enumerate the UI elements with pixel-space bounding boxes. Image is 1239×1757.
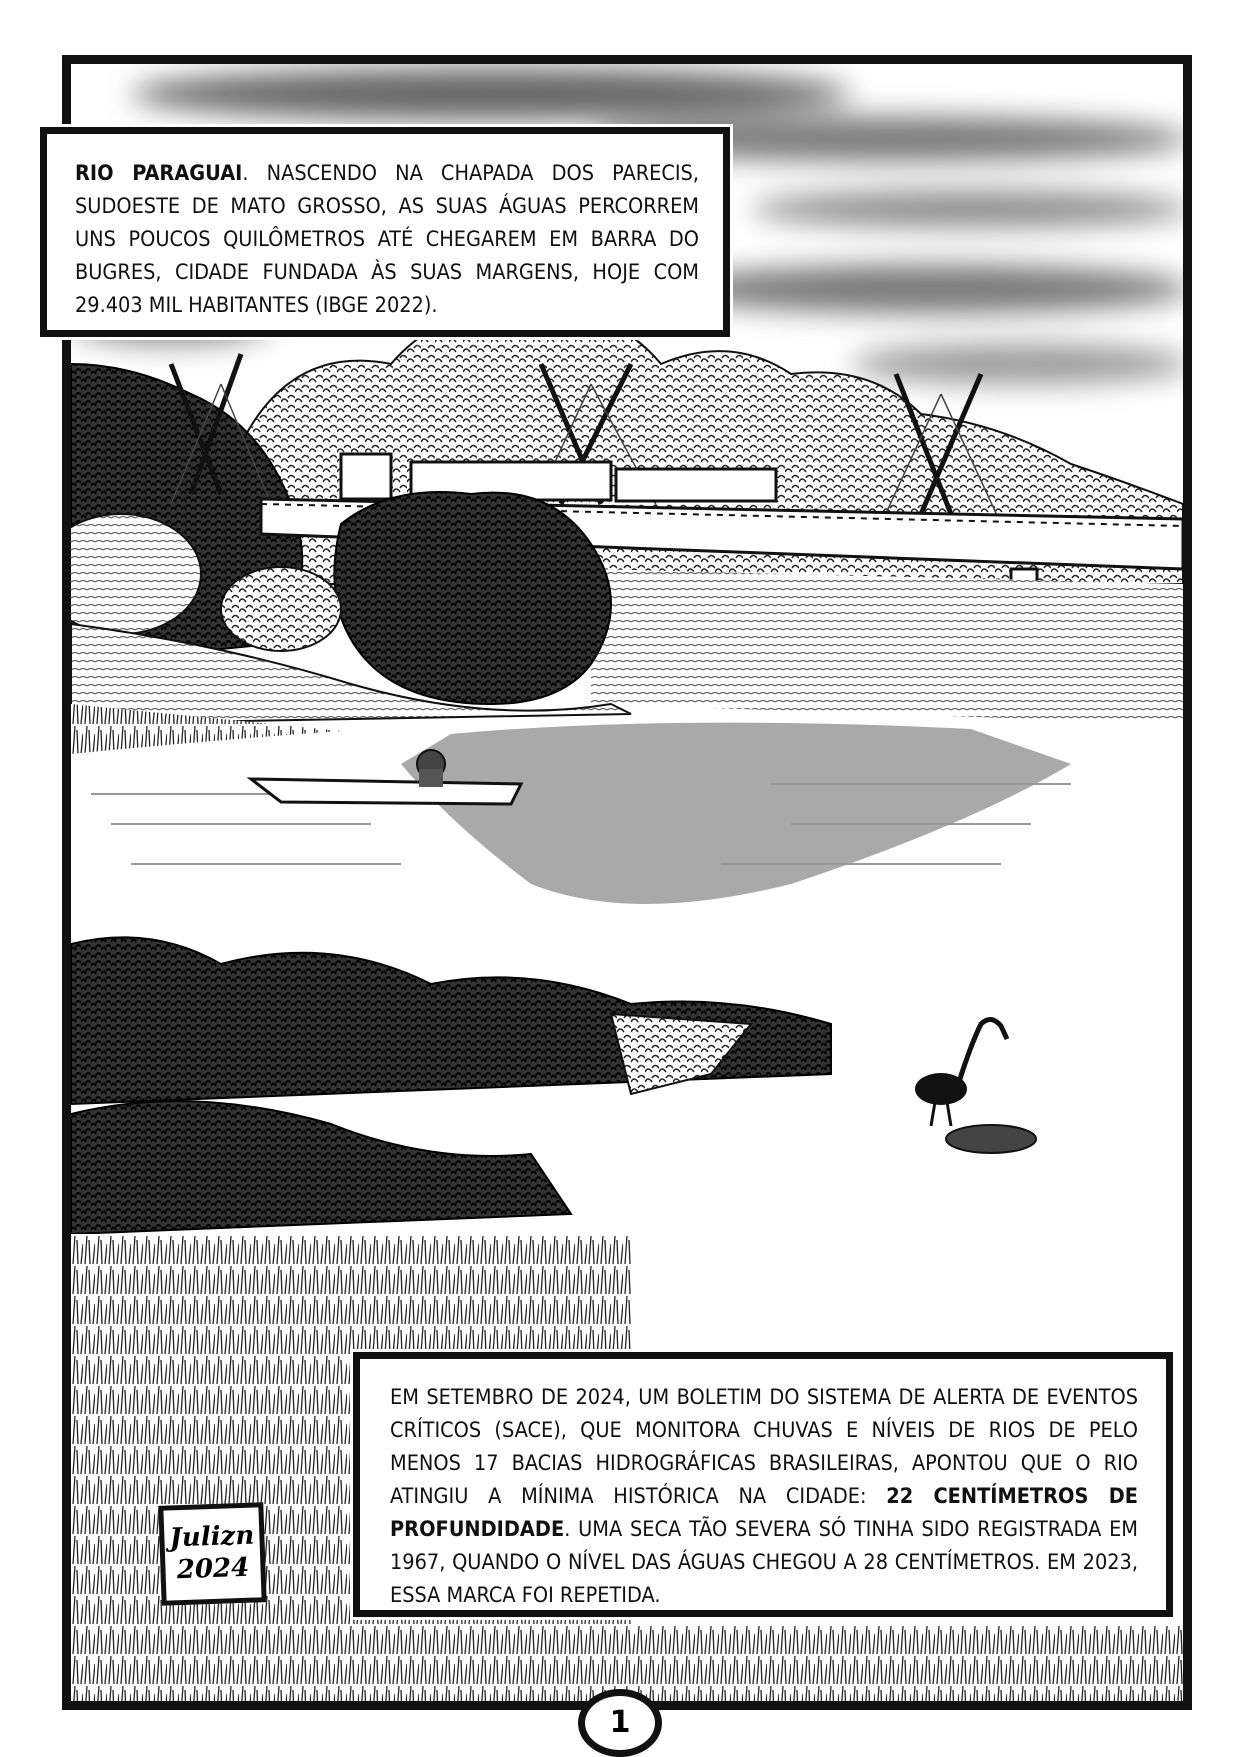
narration-caption-top [40,127,730,337]
bus [616,469,776,501]
foreground-dark-brush [71,1101,571,1234]
round-shrub [221,567,341,651]
caption-top-text: . NASCENDO NA CHAPADA DOS PARECIS, SUDOESTE DE MATO GROSSO, AS SUAS ÁGUAS PERCORREM UNS POUCOS QUILÔMETROS ATÉ CHEGAREM EM BARRA DO BUGRES, CIDADE FUNDADA ÀS SUAS MARGENS, HOJE COM 29.403 MIL HABITANTES (IBGE 2022). [75,161,699,318]
caption-title: RIO PARAGUAI [75,161,243,186]
under-bridge-bank [591,569,1183,724]
boat [251,779,521,804]
artist-signature [158,1502,266,1606]
fisherman-body [419,769,443,787]
truck-cab [341,454,391,499]
page-number: 1 [578,1689,662,1757]
narration-caption-bottom [353,1352,1173,1617]
middle-bush [334,492,611,704]
caption-bottom-text-after: . UMA SECA TÃO SEVERA SÓ TINHA SIDO REGISTRADA EM 1967, QUANDO O NÍVEL DAS ÁGUAS CHEGOU A 28 CENTÍMETROS. EM 2023, ESSA MARCA FOI REPETIDA. [390,1517,1138,1608]
caption-bottom-highlight: 22 CENTÍMETROS DE PROFUNDIDADE [390,1484,1138,1542]
signature-name: Julizn [169,1520,255,1554]
caption-bottom-text-before: EM SETEMBRO DE 2024, UM BOLETIM DO SISTEMA DE ALERTA DE EVENTOS CRÍTICOS (SACE), QUE MONITORA CHUVAS E NÍVEIS DE RIOS DE PELO MENOS 17 BACIAS HIDROGRÁFICAS BRASILEIRAS, APONTOU QUE O RIO ATINGIU A MÍNIMA HISTÓRICA NA CIDADE: [390,1385,1138,1509]
bottom-grass [631,1624,1183,1701]
ibis-bird [915,1019,1036,1153]
signature-year: 2024 [176,1552,250,1586]
